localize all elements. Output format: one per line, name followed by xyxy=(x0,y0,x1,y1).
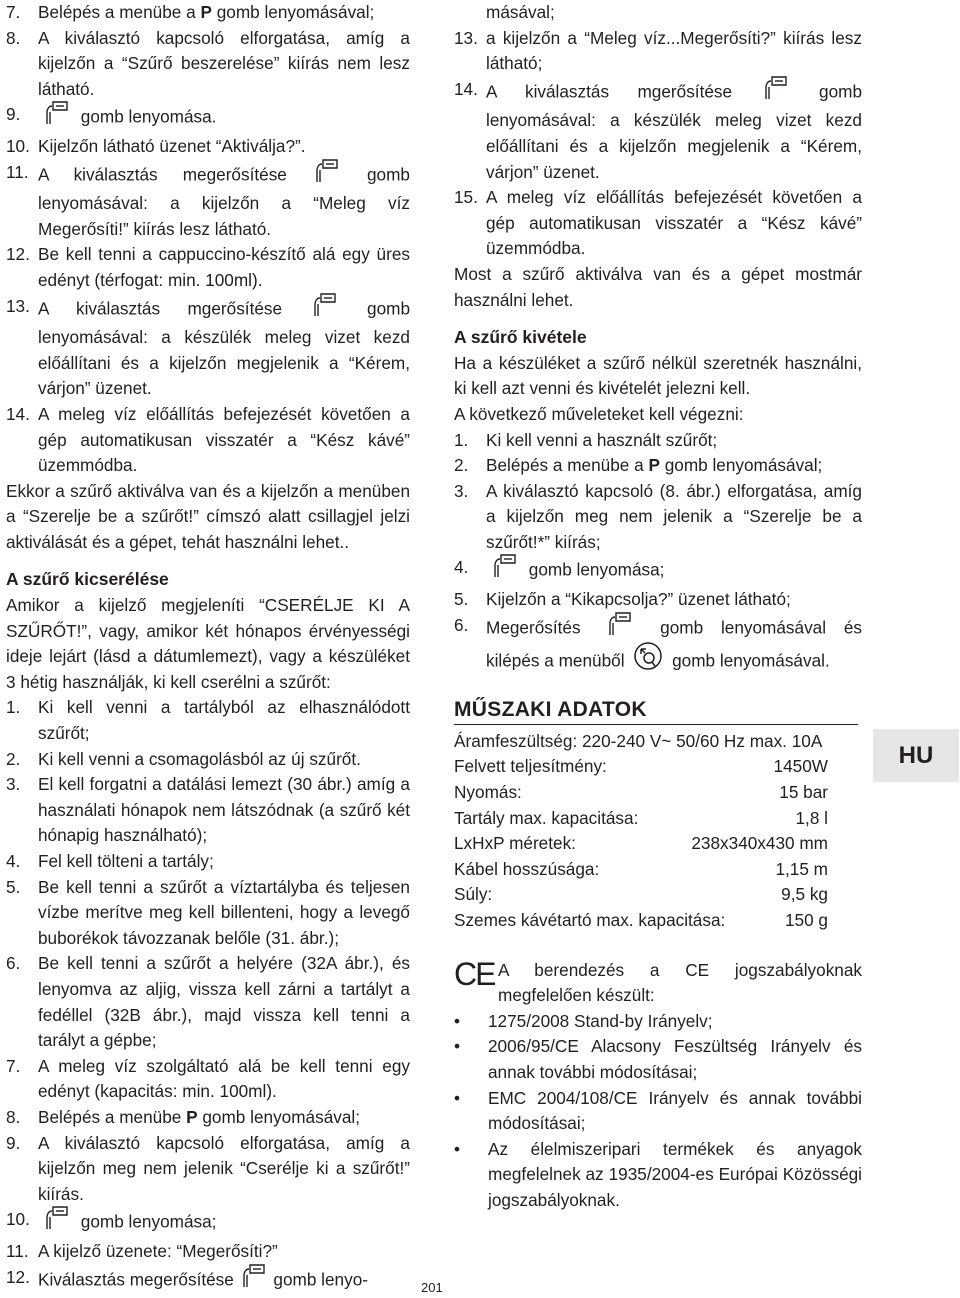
list-item xyxy=(6,294,410,402)
item-text: A meleg víz szolgáltató alá be kell tenni egy edényt (kapacitás: min. 100ml). xyxy=(38,1055,410,1102)
list-item xyxy=(454,1009,862,1035)
item-text: Belépés a menübe xyxy=(38,1106,182,1127)
item-number: 1. xyxy=(454,429,469,450)
spec-row xyxy=(454,780,828,806)
ok-button-icon xyxy=(312,290,338,326)
spec-value: 238x340x430 mm xyxy=(691,833,828,854)
item-text: Ki kell venni a használt szűrőt; xyxy=(486,429,718,450)
item-number: 11. xyxy=(6,1240,29,1261)
item-number: 2. xyxy=(454,455,469,476)
list-item xyxy=(6,0,410,26)
item-text: gomb lenyomásával; xyxy=(202,1106,361,1127)
item-number: 2. xyxy=(6,748,21,769)
ok-button-icon xyxy=(241,1261,267,1297)
spec-label: Felvett teljesítmény: xyxy=(454,756,607,777)
paragraph: Amikor a kijelző megjeleníti “CSERÉLJE KI A SZŰRŐT!”, vagy, amikor két hónapos érvényességi ideje lejárt (lásd a dátumlemezt), vagy a készüléket 3 hétig használják, ki kell cserélni a szűrőt: xyxy=(6,595,410,692)
spec-label: LxHxP méretek: xyxy=(454,833,576,854)
page-number: 201 xyxy=(421,1280,443,1295)
list-item xyxy=(6,1054,410,1105)
item-text: Be kell tenni a szűrőt a helyére (32A ábr.), és lenyomva az aljig, vissza kell zárni a tartályt a fedéllel (32B ábr.), majd vissza kell tenni a tarályt a gépbe; xyxy=(38,953,410,1051)
item-number: 15. xyxy=(454,187,478,208)
item-text: Az élelmiszeripari termékek és anyagok megfelelnek az 1935/2004-es Európai Közösségi jogszabályoknak. xyxy=(488,1138,862,1210)
ce-text: A berendezés a CE jogszabályoknak megfelelően készült: xyxy=(498,959,862,1006)
item-number: 6. xyxy=(6,953,21,974)
item-text: Ki kell venni a csomagolásból az új szűrőt. xyxy=(38,748,361,769)
spec-value: 1,8 l xyxy=(795,807,828,828)
item-text: gomb lenyomásával: a készülék meleg vizet kezd előállítani és a kijelzőn megjelenik a “Kérem, várjon” üzenet. xyxy=(38,297,411,399)
list-item xyxy=(454,26,862,77)
item-number: 1. xyxy=(6,697,21,718)
item-text: Belépés a menübe a xyxy=(486,455,644,476)
item-number: 10. xyxy=(6,135,30,156)
item-number: 9. xyxy=(6,1132,21,1153)
list-item xyxy=(6,747,410,773)
list-item xyxy=(6,951,410,1053)
item-text: gomb lenyomásával; xyxy=(664,455,823,476)
left-column xyxy=(6,0,410,1296)
item-text: Kijelzőn a “Kikapcsolja?” üzenet látható; xyxy=(486,589,791,610)
item-number: 5. xyxy=(454,589,469,610)
item-text: A kiválasztás megerősítése xyxy=(38,163,287,184)
item-number: 4. xyxy=(454,557,469,578)
list-item xyxy=(454,613,862,680)
item-number: 12. xyxy=(6,244,30,265)
item-text: A kiválasztó kapcsoló elforgatása, amíg a kijelzőn a “Szűrő beszerelése” kiírás nem lesz látható. xyxy=(38,27,410,99)
item-bold: P xyxy=(648,455,660,476)
item-text: EMC 2004/108/CE Irányelv és annak további módosításai; xyxy=(488,1087,862,1134)
item-number: 9. xyxy=(6,104,21,125)
list-item xyxy=(6,160,410,243)
item-text: Megerősítés xyxy=(486,617,581,637)
list-item xyxy=(6,1265,410,1297)
item-number: 3. xyxy=(6,774,21,795)
continuation-text: másával; xyxy=(486,2,555,22)
list-item xyxy=(6,1131,410,1208)
item-text: A meleg víz előállítás befejezését követően a gép automatikusan visszatér a “Kész kávé” üzemmódba. xyxy=(486,187,862,259)
spec-label: Kábel hosszúsága: xyxy=(454,858,600,879)
section-heading: A szűrő kicserélése xyxy=(6,569,169,590)
item-number: 7. xyxy=(6,2,21,22)
list-item xyxy=(454,185,862,262)
bullet-icon: • xyxy=(454,1138,461,1159)
spec-value: 9,5 kg xyxy=(781,884,828,905)
spec-label: Súly: xyxy=(454,884,493,905)
list-item xyxy=(6,1207,410,1239)
item-text: gomb lenyomásával; xyxy=(216,2,375,22)
item-number: 14. xyxy=(454,78,478,99)
item-text: A kijelző üzenete: “Megerősíti?” xyxy=(38,1240,278,1261)
paragraph: A következő műveleteket kell végezni: xyxy=(454,403,744,424)
item-text: gomb lenyomásával: a készülék meleg vizet kezd előállítani és a kijelzőn megjelenik a “Kérem, várjon” üzenet. xyxy=(486,81,863,182)
list-item xyxy=(6,402,410,479)
bullet-icon: • xyxy=(454,1036,461,1057)
item-bold: P xyxy=(200,2,212,22)
bullet-icon: • xyxy=(454,1010,461,1031)
item-text: A kiválasztó kapcsoló elforgatása, amíg a kijelzőn meg nem jelenik “Cserélje ki a szűrőt!” kiírás. xyxy=(38,1132,410,1204)
item-number: 5. xyxy=(6,876,21,897)
item-text: gomb lenyomásával és kilépés a menüből xyxy=(486,617,862,671)
spec-label: Szemes kávétartó max. kapacitása: xyxy=(454,910,726,930)
ce-declaration xyxy=(454,955,862,1009)
item-text: A kiválasztás mgerősítése xyxy=(486,81,733,102)
list-item xyxy=(6,772,410,849)
list-item xyxy=(6,26,410,103)
item-bold: P xyxy=(186,1106,198,1127)
item-text: Kijelzőn látható üzenet “Aktiválja?”. xyxy=(38,135,306,156)
list-item xyxy=(454,1137,862,1214)
item-text: 2006/95/CE Alacsony Feszültség Irányelv és annak további módosításai; xyxy=(488,1036,862,1082)
item-text: gomb lenyomása; xyxy=(528,559,665,580)
item-number: 12. xyxy=(6,1266,30,1287)
bullet-icon: • xyxy=(454,1087,461,1108)
item-text: A kiválasztás mgerősítése xyxy=(38,297,283,318)
item-text: gomb lenyo- xyxy=(273,1268,368,1289)
item-text: 1275/2008 Stand-by Irányelv; xyxy=(488,1010,713,1031)
ok-button-icon xyxy=(40,1203,74,1239)
spec-value: 1,15 m xyxy=(775,858,828,879)
list-item xyxy=(454,479,862,556)
tech-specs-title: MŰSZAKI ADATOK xyxy=(454,696,858,725)
list-item xyxy=(454,428,862,454)
item-number: 3. xyxy=(454,480,469,501)
ok-button-icon xyxy=(600,609,640,645)
ok-button-icon xyxy=(314,156,340,192)
spec-row xyxy=(454,831,828,857)
item-text: gomb lenyomásával. xyxy=(672,650,830,671)
list-item xyxy=(6,134,410,160)
item-text: Belépés a menübe a xyxy=(38,2,196,22)
item-text: Be kell tenni a szűrőt a víztartályba és teljesen vízbe merítve meg kell billenteni, hogy a levegő buborékok távozzanak belőle (31. ábr.); xyxy=(38,876,410,948)
list-item xyxy=(6,1239,410,1265)
list-item xyxy=(454,587,862,613)
item-number: 11. xyxy=(6,161,29,182)
list-item xyxy=(454,1086,862,1137)
item-number: 10. xyxy=(6,1209,30,1230)
list-item xyxy=(6,849,410,875)
voltage-line: Áramfeszültség: 220-240 V~ 50/60 Hz max. 10A xyxy=(454,730,823,751)
list-item xyxy=(6,242,410,293)
list-item xyxy=(454,453,862,479)
ok-button-icon xyxy=(488,551,522,587)
list-item xyxy=(454,1034,862,1085)
item-text: a kijelzőn a “Meleg víz...Megerősíti?” kiírás lesz látható; xyxy=(486,27,862,74)
spec-row xyxy=(454,882,828,908)
list-item xyxy=(454,555,862,587)
item-number: 8. xyxy=(6,1106,21,1127)
item-text: A kiválasztó kapcsoló (8. ábr.) elforgatása, amíg a kijelzőn meg nem jelenik a “Szerelje be a szűrőt!*” kiírás; xyxy=(486,480,862,552)
item-number: 4. xyxy=(6,851,21,871)
item-number: 14. xyxy=(6,403,30,424)
spec-row xyxy=(454,908,828,934)
list-item xyxy=(6,102,410,134)
language-tab: HU xyxy=(873,729,959,782)
item-text: Kiválasztás megerősítése xyxy=(38,1268,234,1289)
item-text: Be kell tenni a cappuccino-készítő alá egy üres edényt (térfogat: min. 100ml). xyxy=(38,244,410,290)
item-number: 8. xyxy=(6,27,21,48)
item-number: 13. xyxy=(6,295,30,316)
spec-value: 1450W xyxy=(773,756,828,777)
spec-value: 15 bar xyxy=(779,782,828,803)
ce-mark-icon: CE xyxy=(454,955,495,992)
right-column xyxy=(454,0,862,1214)
paragraph: Ha a készüléket a szűrő nélkül szeretnék használni, ki kell azt venni és kivételét jelezni kell. xyxy=(454,352,862,399)
item-number: 13. xyxy=(454,27,478,48)
item-text: Ki kell venni a tartályból az elhasználódott szűrőt; xyxy=(38,697,410,744)
item-text: El kell forgatni a datálási lemezt (30 ábr.) amíg a használati hónapok nem látszódnak (a szűrő két hónapig használható); xyxy=(38,774,410,846)
list-item xyxy=(6,695,410,746)
item-number: 6. xyxy=(454,614,469,635)
item-text: gomb lenyomásával: a kijelzőn a “Meleg víz Megerősíti!” kiírás lesz látható. xyxy=(38,163,410,239)
paragraph: Most a szűrő aktiválva van és a gépet mostmár használni lehet. xyxy=(454,263,862,310)
spec-row xyxy=(454,754,828,780)
ok-button-icon xyxy=(763,73,789,109)
list-item xyxy=(6,1105,410,1131)
spec-label: Tartály max. kapacitása: xyxy=(454,807,639,828)
spec-row xyxy=(454,857,828,883)
item-text: gomb lenyomása; xyxy=(80,1211,217,1232)
item-text: A meleg víz előállítás befejezését követően a gép automatikusan visszatér a “Kész kávé” üzemmódba. xyxy=(38,403,410,476)
spec-value: 150 g xyxy=(784,910,828,930)
esc-button-icon xyxy=(631,640,665,680)
spec-row xyxy=(454,806,828,832)
item-text: gomb lenyomása. xyxy=(80,106,217,127)
list-item xyxy=(454,77,862,185)
item-text: Fel kell tölteni a tartály; xyxy=(38,851,214,871)
paragraph: Ekkor a szűrő aktiválva van és a kijelzőn a menüben a “Szerelje be a szűrőt!” címszó alatt csillagjel jelzi aktiválását és a gépet, tehát használni lehet.. xyxy=(6,480,410,552)
item-number: 7. xyxy=(6,1055,21,1076)
ok-button-icon xyxy=(40,98,74,134)
spec-label: Nyomás: xyxy=(454,782,522,803)
section-heading: A szűrő kivétele xyxy=(454,327,587,348)
list-item xyxy=(6,875,410,952)
